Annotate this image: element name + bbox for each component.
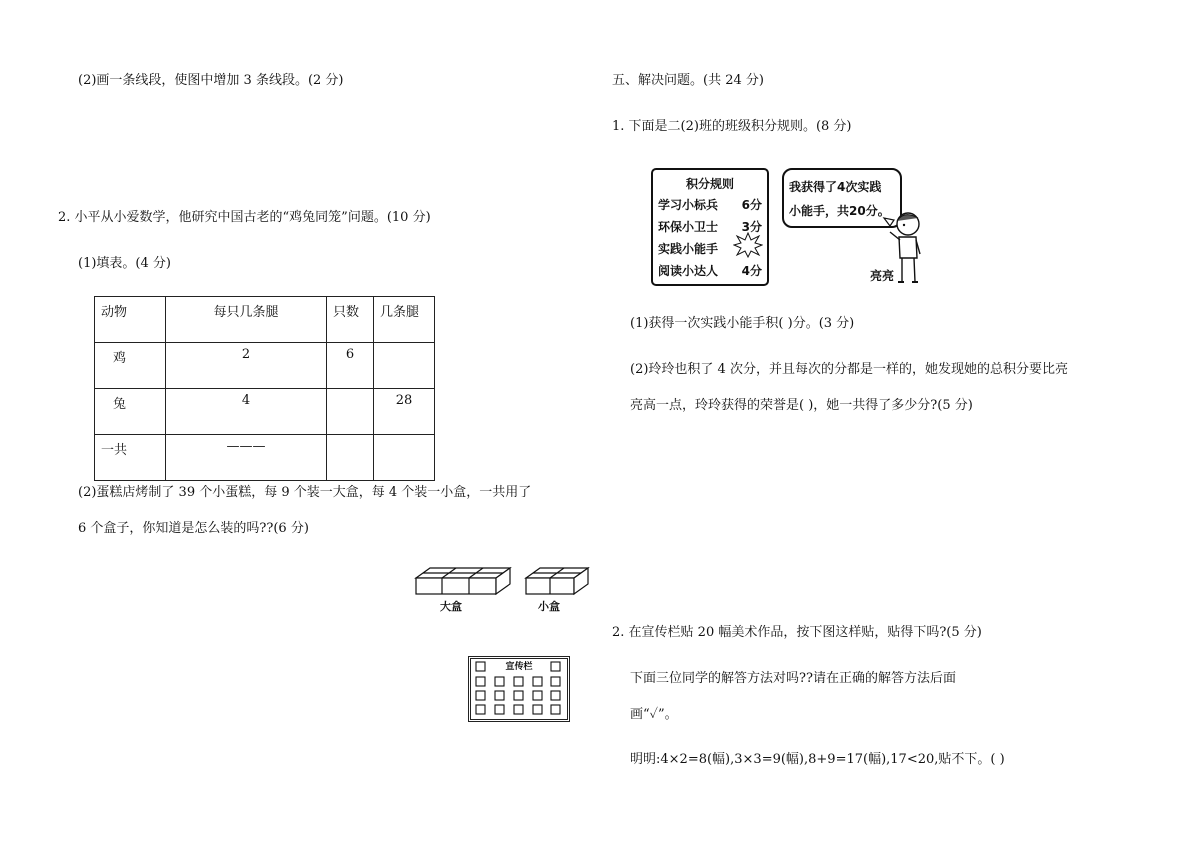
table-cell: 28	[374, 389, 435, 435]
table-cell: 兔	[95, 389, 166, 435]
table-cell: 鸡	[95, 343, 166, 389]
table-header-row	[95, 297, 435, 343]
question-2-title: 2. 小平从小爱数学，他研究中国古老的“鸡兔同笼”问题。(10 分)	[58, 210, 431, 225]
question-2-part-1: (1)填表。(4 分)	[78, 256, 171, 271]
small-box-label: 小盒	[538, 600, 560, 613]
bubble-line-1: 我获得了4次实践	[789, 180, 882, 194]
table-cell: 6	[327, 343, 374, 389]
table-row	[95, 389, 435, 435]
answer-cell[interactable]	[327, 435, 374, 481]
hidden-points-burst-icon	[733, 232, 763, 258]
table-row	[95, 343, 435, 389]
table-header-cell: 只数	[327, 297, 374, 343]
table-header-cell: 动物	[95, 297, 166, 343]
right-question-1-part-2-line-2: 亮高一点，玲玲获得的荣誉是( )，她一共得了多少分?(5 分)	[630, 398, 973, 413]
right-question-2-title: 2. 在宣传栏贴 20 幅美术作品，按下图这样贴，贴得下吗?(5 分)	[612, 625, 982, 640]
bulletin-board	[468, 656, 570, 722]
mingming-answer: 明明:4×2=8(幅),3×3=9(幅),8+9=17(幅),17<20,贴不下。( )	[630, 752, 1005, 767]
right-question-1-title: 1. 下面是二(2)班的班级积分规则。(8 分)	[612, 119, 852, 134]
rule-row	[658, 196, 762, 213]
rule-points: 3分	[741, 220, 762, 234]
rule-name: 学习小标兵	[658, 198, 719, 212]
answer-cell[interactable]	[374, 435, 435, 481]
question-2-part-2-line-1: (2)蛋糕店烤制了 39 个小蛋糕，每 9 个装一大盒，每 4 个装一小盒，一共用了	[78, 485, 532, 500]
rules-title: 积分规则	[685, 177, 734, 191]
bulletin-board-title: 宣传栏	[505, 662, 533, 672]
question-2-part-2-line-2: 6 个盒子，你知道是怎么装的吗??(6 分)	[78, 521, 309, 536]
answer-cell[interactable]	[374, 343, 435, 389]
rule-points: 4分	[741, 264, 762, 278]
bulletin-board-grid	[471, 659, 567, 719]
bubble-line-2: 小能手，共20分。	[789, 204, 890, 218]
rule-name: 阅读小达人	[658, 264, 719, 278]
right-question-2-line-1: 下面三位同学的解答方法对吗??请在正确的解答方法后面	[630, 671, 956, 686]
table-cell: 2	[166, 343, 327, 389]
big-box-icon	[416, 568, 510, 594]
child-name-label: 亮亮	[870, 269, 895, 283]
right-question-2-line-2: 画“✓”。	[630, 707, 678, 722]
rule-points: 6分	[741, 198, 762, 212]
small-box-icon	[526, 568, 588, 594]
rule-name: 环保小卫士	[658, 220, 719, 234]
table-cell: 4	[166, 389, 327, 435]
table-cell: 一共	[95, 435, 166, 481]
boxes-illustration	[414, 564, 594, 598]
big-box-label: 大盒	[440, 600, 462, 613]
table-header-cell: 几条腿	[374, 297, 435, 343]
section-five-title: 五、解决问题。(共 24 分)	[612, 73, 764, 88]
answer-cell[interactable]	[327, 389, 374, 435]
table-header-cell: 每只几条腿	[166, 297, 327, 343]
right-question-1-part-1: (1)获得一次实践小能手积( )分。(3 分)	[630, 316, 855, 331]
table-cell: ———	[166, 435, 327, 481]
rule-row	[658, 262, 762, 279]
right-question-1-part-2-line-1: (2)玲玲也积了 4 次分，并且每次的分都是一样的，她发现她的总积分要比亮	[630, 362, 1068, 377]
question-1-part-2: (2)画一条线段，使图中增加 3 条线段。(2 分)	[78, 73, 344, 88]
rule-name: 实践小能手	[658, 242, 719, 256]
points-rules-box	[651, 168, 769, 286]
chicken-rabbit-table	[94, 296, 435, 481]
table-row	[95, 435, 435, 481]
